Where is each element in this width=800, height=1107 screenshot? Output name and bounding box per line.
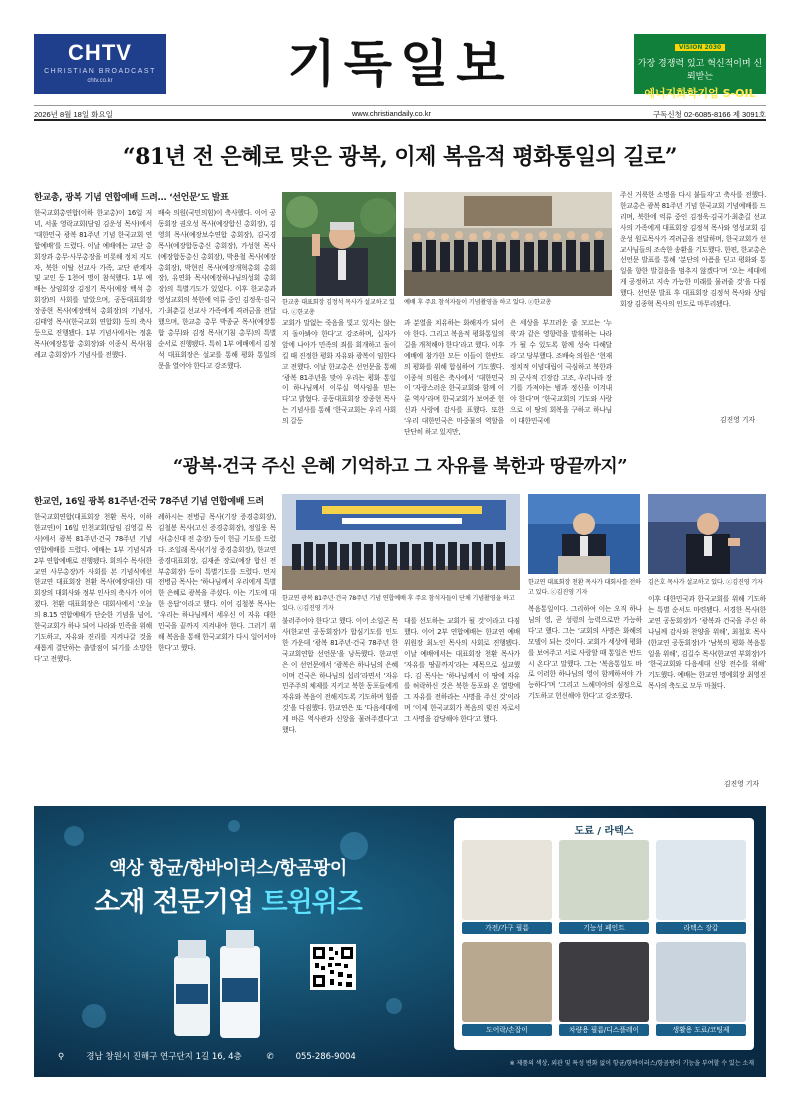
chtv-url: chtv.co.kr [87,78,113,84]
issue-date: 2026년 8월 18일 화요일 [34,110,113,119]
product-bottles [164,926,284,1044]
ad-item-label: 라텍스 장갑 [656,922,746,934]
masthead [0,0,800,106]
article1-caption1: 한교총 대표회장 김정석 목사가 설교하고 있다. ⓒ한교총 [282,299,395,316]
ad-item-doorlock [462,942,552,1040]
gloves-image [656,840,746,920]
ad-item-label: 생활용 도료/코팅제 [656,1024,746,1036]
article2-col4: 대를 선도하는 교회가 될 것’이라고 다짐했다. 이어 2부 연합예배는 한교연 예배위원장 최노인 목사의 사회로 진행됐다. 이날 예배에서는 대표회장 천환 목사가 ‘자유를 땅끝까지’라는 제목으로 설교했다. 김 목사는 ‘하나님께서 이 땅에 자유를 허락하신 것은 북한 동포와 온 열방에 그 자유를 전하라는 사명을 주신 것’이라며 ‘이제 한국교회가 복음의 빚진 자로서 그 사명을 감당해야 한다’고 했다. [404,617,520,724]
site-url[interactable]: www.christiandaily.co.kr [352,109,432,118]
article1-subhead: 한교총, 광복 기념 연합예배 드려… ‘선언문’도 발표 [34,193,229,203]
twinwiz-ad[interactable] [34,806,766,1077]
article2-caption3: 김은호 목사가 설교하고 있다. ⓒ김진영 기자 [648,579,763,586]
ad-footnote: ※ 제품의 색상, 외관 및 특성 변화 없이 항균/항바이러스/항곰팡이 기능을 부여할 수 있는 소재 [509,1060,754,1067]
appliance-image [462,840,552,920]
soil-line1: 가장 경쟁력 있고 혁신적이며 신뢰받는 [637,59,763,82]
chtv-name: CHTV [68,40,132,65]
coating-image [656,942,746,1022]
article2-col6: 이후 대한민국과 한국교회를 위해 기도하는 특별 순서도 마련됐다. 서경한 목사(한교연 공동회장)가 ‘광복과 건국을 주신 하나님께 감사와 찬양을 위해’, 최철호 목사(한교연 공동회장)가 ‘남북의 평화 복음통일을 위해’, 김길수 목사(한교연 부회장)가 ‘한국교회와 다음세대 신앙 전수를 위해’ 기도했다. 예배는 한교연 명예회장 최영진 목사의 축도로 모두 마쳤다. [648,595,766,691]
ad-applications-panel [454,818,754,1050]
ad-title-line2 [58,880,398,919]
ad-phone[interactable]: 055-286-9004 [295,1052,356,1062]
article2-col3: 불러주어야 한다’고 했다. 이어 소일곤 목사(한교연 공동회장)가 합심기도를 인도한 가운데 ‘광복 81주년·건국 78주년 한국교회연합 선언문’을 낭독했다. 한교연은 이 선언문에서 ‘광복은 하나님의 은혜이며 건국은 하나님의 섭리’라면서 ‘자유민주주의 체제를 지키고 북한 동포들에게 자유와 복음이 전해지도록 기도하며 힘쓸 것’을 다짐했다. 한교연은 또 ‘다음세대에게 바른 역사관과 신앙을 물려주겠다’고 했다. [282,617,398,735]
article1-col2: 배숙 의원(국민의힘)이 축사했다. 이어 공동회장 권오성 목사(예장합신 총회장), 김영희 목사(예장보수연합 총회장), 김국경 목사(예장합동총신 총회장), 가성현 목사(예장합동총신 총회장), 박용철 목사(예장 총회장), 박현진 목사(예장개혁총회 총회장), 유연화 목사(예장하나님의성회 총회장)의 특별기도가 있었다. 이후 한교총과 영성교회의 북한에 억류 중인 김정욱·김국기·최춘길 선교사 가족에게 격려금을 전달했으며, 한교총 총무 박종균 목사(예장통합 총무)와 김정 목사(기침 총무)의 특별 순서로 진행됐다. 특히 1부 예배에서 김정석 대표회장은 설교를 통해 평화 통일의 문을 열어야 한다고 강조했다. [158,209,276,370]
article1-headline: “81년 전 은혜로 맞은 광복, 이제 복음적 평화통일의 길로” [122,144,678,170]
article1-photo-group [404,192,612,296]
article1-photo-preacher [282,192,396,296]
article1-col5: 은 세상을 부끄러운 줄 모르는 ‘누룩’과 같은 영향력을 발휘하는 나라가 될 수 있도록 함께 성숙 다해달라’고 당부했다. 조배숙 의원은 ‘현재 정치적 이념대립이 극심하고 북한과의 군사적 긴장감 고조, 우리나라 장기를 가져야는 범과 정신을 이겨내야 한다’며 ‘한국교회의 기도와 사랑으로 이 땅의 회복을 구하고 하나님이 대한민국에 [510,319,612,426]
newspaper-title: 기독일보 [287,35,513,93]
ad-item-label: 가전/가구 필름 [462,922,552,934]
chtv-logo[interactable] [34,34,166,94]
article1-col1: 한국교회총연합(이하 한교총)이 16일 저녁, 서울 영락교회(담임 김운성 목사)에서 ‘대한민국 광복 81주년 기념 한국교회 연합예배’를 드렸다. 이날 예배에는 교단 총회장과 총무·사무총장을 비롯해 정치 지도자, 북한 이탈 선교사 가족, 교단 관계자 및 교인 등 1천여 명이 참석했다. 1부 예배는 상임회장 김정기 목사(예장 백석 총회장)의 사회를 맡았으며, 공동대표회장 장종현 목사(예장백석 총회장)의 기념사, 김태영 목사(한국교회 연합회) 등의 축사 등으로 진행됐다. 1부 기념사에서는 정훈 목사(예장통합 총회장)와 이종식 목사(침례교 총회장)가 기념사를 전했다. [34,209,152,359]
ad-item-gloves [656,840,746,938]
ad-title-prefix: 소재 전문기업 [94,887,262,918]
phone-icon: ✆ [266,1052,274,1062]
ad-panel-title: 도료 / 라텍스 [574,826,634,837]
chtv-tagline: CHRISTIAN BROADCAST [44,68,156,75]
article2-headline: “광복·건국 주신 은혜 기억하고 그 자유를 북한과 땅끝까지” [172,456,628,477]
article1-col4: 과 분열을 치유하는 화해자가 되어야 한다. 그리고 복음적 평화통일의 길을 개척해야 한다’라고 했다. 이후 예배에 참가한 모든 이들이 한반도의 평화를 위해 합심하여 기도했다. 이종석 의원은 축사에서 ‘대한민국이 ‘자랑스러운 한국교회와 함께 이룬 역사’라며 한국교회가 보여준 헌신과 사랑에 감사를 표했다. 또한 ‘우리 대한민국은 마중물의 역할을 단단히 하고 있지만, [404,319,504,437]
article2-photo-group [282,494,520,590]
article1-col3: 교회가 말없는 죽음을 빛고 있지는 않는지 돌아봐야 한다’고 강조하며, 십자가 앞에 나아가 민족의 죄를 회개하고 돌이킬 때 진정한 평화 자유와 광복이 임한다고 전했다. 이날 한교총은 선언문을 통해 ‘광복 81주년을 맞아 우리는 평화 통일이 하나님께서 이루실 역사임을 믿는다’고 밝혔다. 공동대표회장 장종현 목사는 기념사를 통해 ‘한국교회는 우리 사회의 갈등 [282,319,396,426]
article2-byline: 김진영 기자 [724,780,759,788]
ad-item-label: 도어락/손잡이 [462,1024,552,1036]
subscription-contact: 구독신청 02-6085-8166 제 3091호 [652,110,766,119]
article1-caption2: 예배 후 주요 참석자들이 기념촬영을 하고 있다. ⓒ한교총 [404,299,552,306]
doorlock-image [462,942,552,1022]
article2-photo-preacher [648,494,766,574]
article2-col1: 한국교회연합(대표회장 천환 목사, 이하 한교연)이 16일 인천교회(담임 김영길 목사)에서 광복 81주년·건국 78주년 기념 연합예배를 드렸다. 예배는 1부 기념식과 2부 연합예배로 진행됐다. 회의수 목사(한교연 사무총장)가 사회를 본 기념식에선 한교연 대표회장 천환 목사(예장대신) 대회장의 대회사와 정부 인사의 축사가 이어졌다. 천환 대표회장은 대회사에서 ‘오늘의 8.15 연합예배가 단순한 기념을 넘어, 한국교회가 하나 되어 나라와 민족을 위해 기도하고, 자유와 진리를 지켜나갈 것을 새롭게 결단하는 출발점이 되기를 소망한다’고 전했다. [34,513,152,663]
article1-byline: 김진영 기자 [720,416,755,424]
ad-item-appliance-film [462,840,552,938]
soil-ad[interactable] [634,34,766,100]
car-interior-image [559,942,649,1022]
ad-title-line1: 액상 항균/항바이러스/항곰팡이 [109,858,347,879]
dateline [34,105,766,121]
ad-item-paint [559,840,649,938]
qr-code-icon[interactable] [310,944,356,990]
article2-photo-president [528,494,640,574]
soil-vision: VISION 2030 [675,44,725,51]
ad-item-label: 차량용 필름/디스플레이 [559,1024,649,1036]
ad-address: 경남 창원시 진해구 연구단지 1길 16, 4층 [86,1052,242,1062]
ad-brand: 트윈위즈 [261,887,362,918]
paint-image [559,840,649,920]
article2-caption1: 한교연 광복 81주년·건국 78주년 기념 연합예배 후 주요 참석자들이 단체 기념촬영을 하고 있다. ⓒ김진영 기자 [282,595,515,612]
article1-col6: 주신 거룩한 소명을 다시 붙들자’고 축사를 전했다. 한교총은 광복 81주년 기념 한국교회 기념예배를 드리며, 북한에 억류 중인 김정욱·김국기·최춘길 선교사의 가족에게 대표회장 김정석 목사와 영성교회 김운성 원로목사가 격려금을 전달하며, 한국교회가 선교사님들의 조속한 송환을 기도했다. 한편, 한교총은 선언문 발표를 통해 ‘분단의 아픔을 딛고 평화와 통일을 향한 발걸음을 멈추지 않겠다’며 ‘오는 세대에게 공정하고 지속 가능한 미래를 물려줄 것’을 다짐했다. 선언문 발표 후 대표회장 김정석 목사와 상임회장 김종혁 목사의 인도로 마무리됐다. [620,191,767,309]
article2-subhead: 한교연, 16일 광복 81주년·건국 78주년 기념 연합예배 드려 [34,497,264,507]
ad-item-car-film [559,942,649,1040]
ad-contact [58,1050,448,1068]
ad-item-coating [656,942,746,1040]
article2-col5: 복음통일이다. 그리하여 이는 오직 하나님의 영, 곧 성령의 능력으로만 가능하다’고 했다. 그는 ‘교회의 사명은 화해의 모델이 되는 것이다. 교회가 세상에 평화를 보여주고 서로 사랑할 때 통일은 반드시 온다’고 말했다. 그는 ‘복음통일도 바로 이러한 하나님의 영이 함께하셔야 가능하다’며 ‘그리고 느헤미야의 심정으로 기도하고 헌신해야 한다’고 강조했다. [528,605,642,701]
ad-item-label: 기능성 페인트 [559,922,649,934]
map-pin-icon: ⚲ [58,1052,65,1062]
article2-col2: 례하시는 전병금 목사(기장 증경총회장), 김철봉 목사(고신 증경총회장), 정일웅 목사(총신대 전 총장) 등이 헌금 기도를 드렸다. 조일래 목사(기성 증경총회장), 한교연 증경대표회장, 김재준 장로(예장 합신 전 부총회장) 등이 특별기도를 드렸다. 먼저 전병금 목사는 ‘하나님께서 우리에게 특별한 은혜로 광복을 주셨다. 이는 기도에 대한 응답’이라고 했다. 이어 김철봉 목사는 ‘우리는 하나님께서 세우신 이 자유 대한민국을 끝까지 지켜내야 한다. 그러기 위해 복음을 통해 한국교회가 다시 일어서야 한다’고 했다. [158,513,276,652]
article2-caption2: 한교연 대표회장 천환 목사가 대회사를 전하고 있다. ⓒ김진영 기자 [528,579,641,596]
soil-line2: 에너지화학기업 S-OIL [644,87,756,100]
